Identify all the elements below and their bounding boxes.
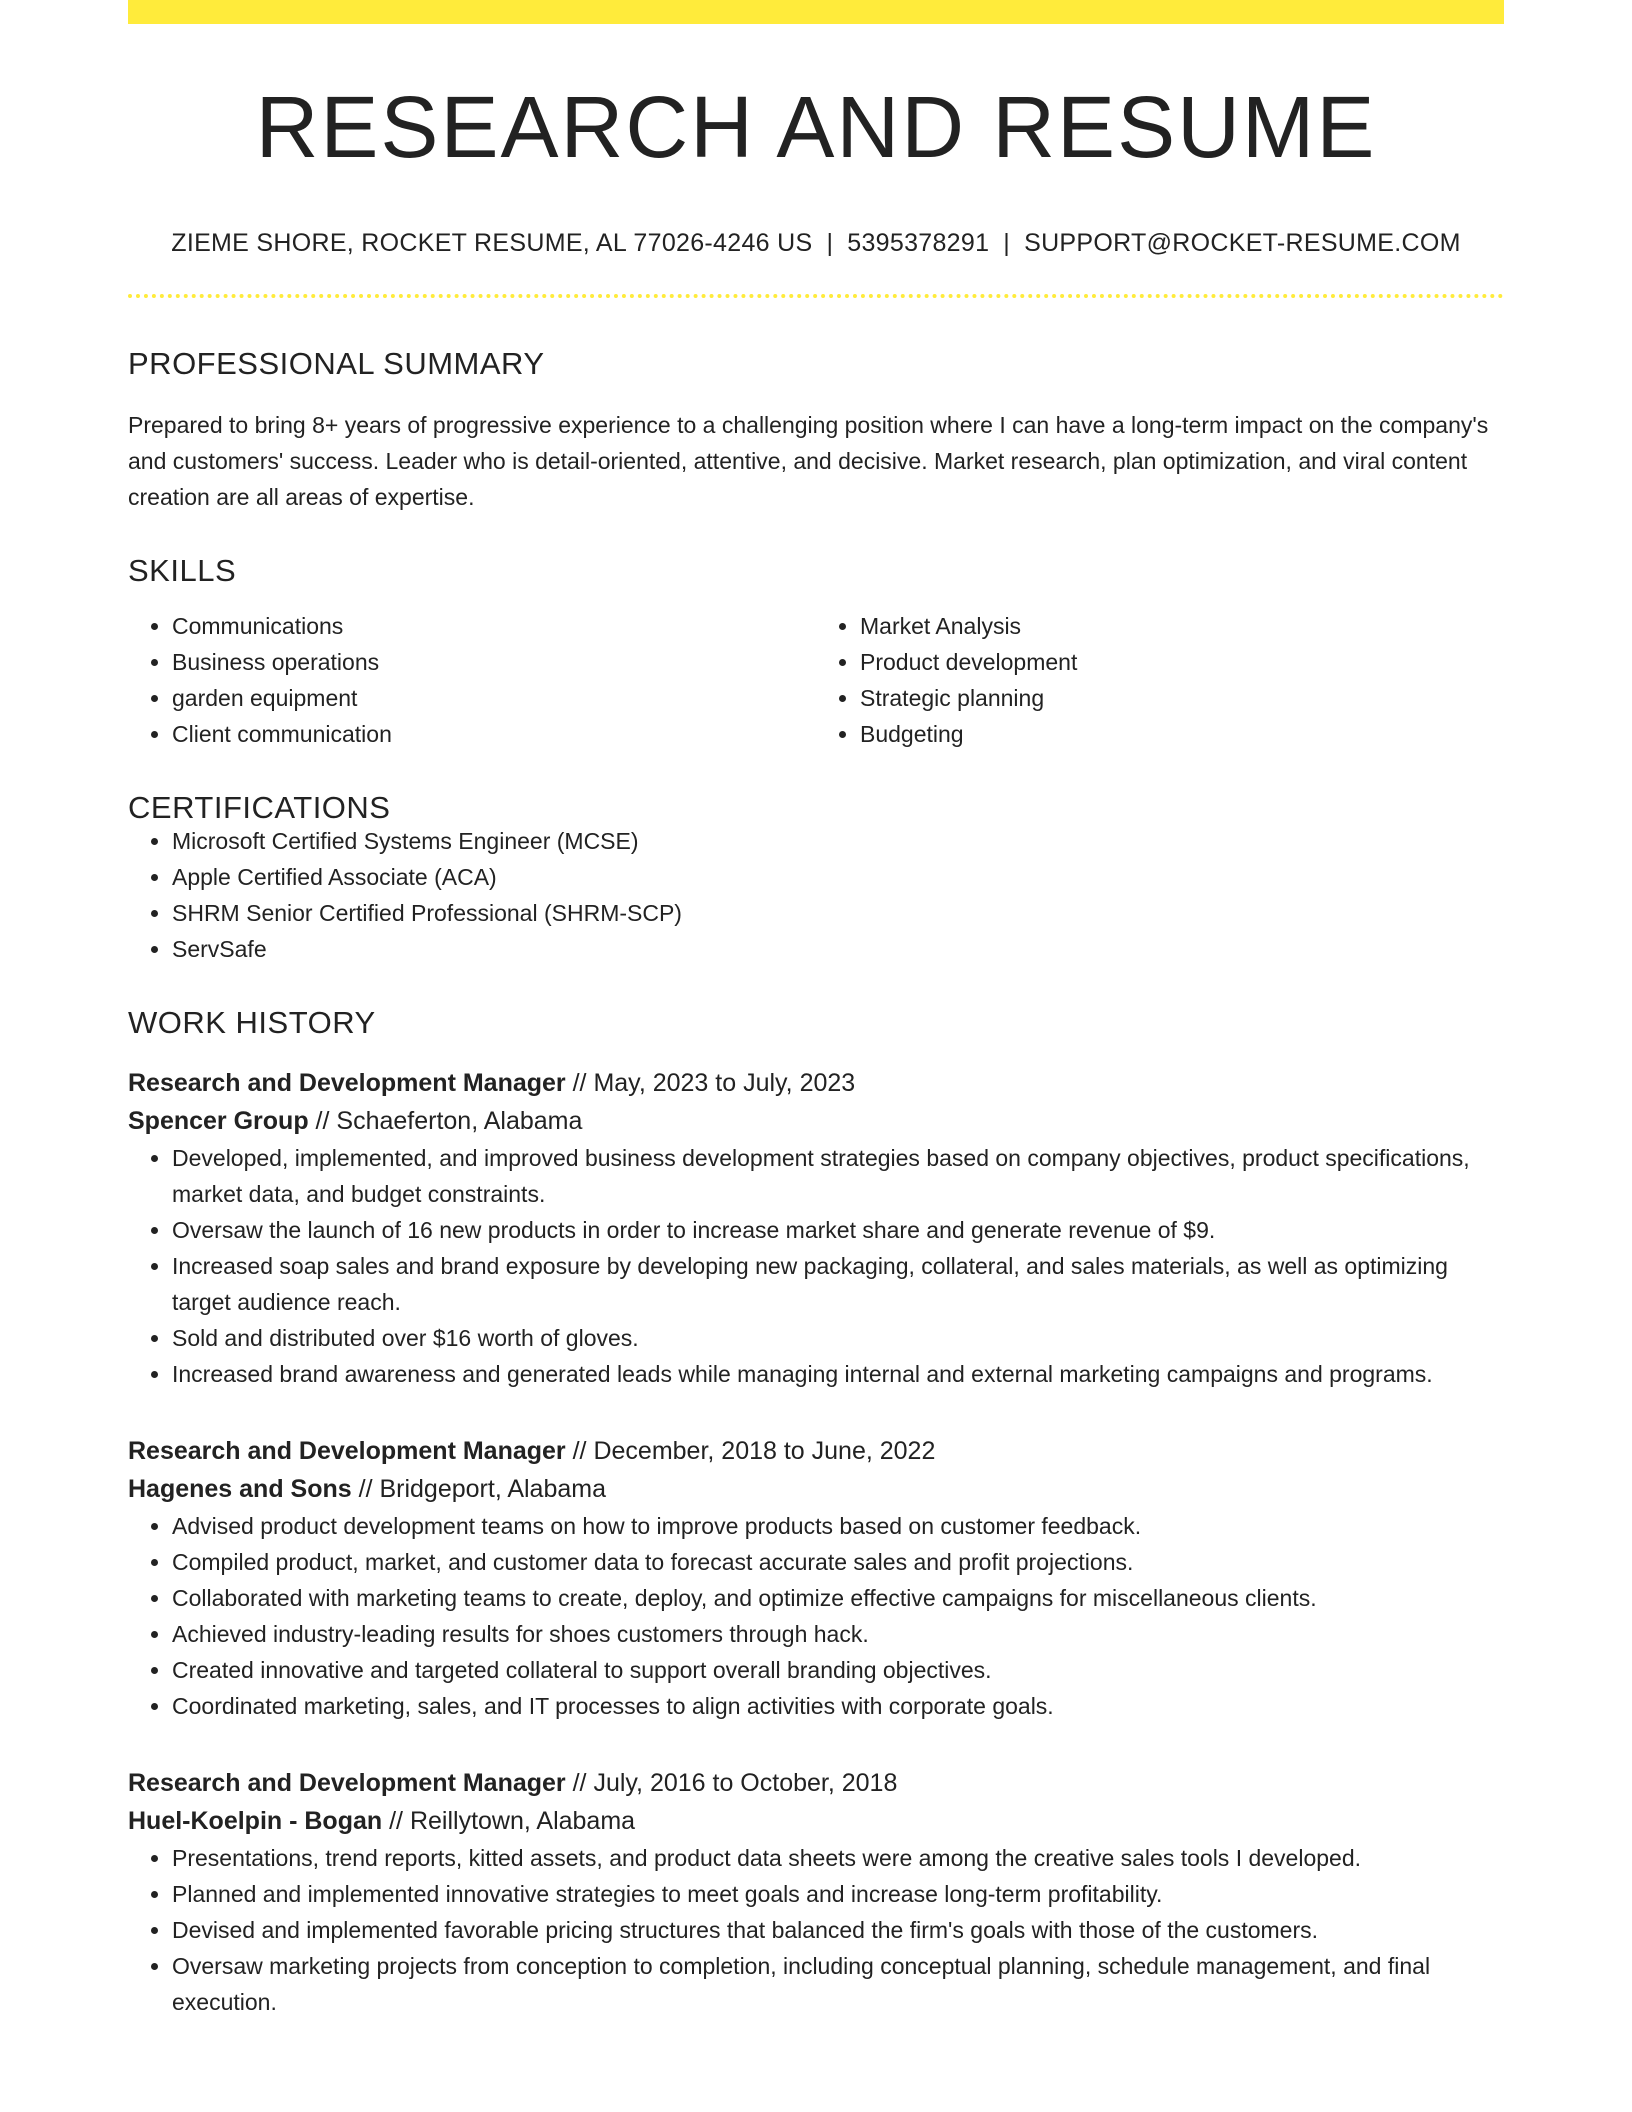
contact-line	[128, 231, 1504, 256]
job-bullet: • Collaborated with marketing teams to create, deploy, and optimize effective campaigns for miscellaneous clients.	[172, 1580, 1504, 1616]
job-bullet: • Coordinated marketing, sales, and IT processes to align activities with corporate goals.	[172, 1688, 1504, 1724]
job-bullet: • Developed, implemented, and improved business development strategies based on company objectives, product specifications, market data, and budget constraints.	[172, 1140, 1504, 1212]
job-role: Research and Development Manager	[128, 1769, 566, 1797]
contact-email: SUPPORT@ROCKET-RESUME.COM	[1024, 229, 1461, 257]
job-entry	[128, 1064, 1504, 1392]
skills-column-right	[816, 608, 1504, 752]
accent-top-bar	[128, 0, 1504, 24]
job-location: Reillytown, Alabama	[409, 1807, 636, 1835]
job-title-line	[128, 1064, 1504, 1102]
job-role: Research and Development Manager	[128, 1069, 566, 1097]
header-divider	[128, 294, 1504, 298]
job-bullet: • Compiled product, market, and customer data to forecast accurate sales and profit projections.	[172, 1544, 1504, 1580]
summary-heading: PROFESSIONAL SUMMARY	[128, 346, 545, 381]
job-dates: May, 2023 to July, 2023	[593, 1069, 856, 1097]
job-company: Spencer Group	[128, 1107, 309, 1135]
skills-column-left	[128, 608, 816, 752]
job-entry	[128, 1432, 1504, 1724]
job-bullet: • Presentations, trend reports, kitted assets, and product data sheets were among the creative sales tools I developed.	[172, 1840, 1504, 1876]
job-entry	[128, 1764, 1504, 2020]
resume-page	[128, 0, 1504, 2020]
certifications-list	[128, 823, 1504, 967]
skill-item: • Market Analysis	[860, 608, 1504, 644]
skills-list-left	[128, 608, 816, 752]
certification-item: • ServSafe	[172, 931, 1504, 967]
skill-item: • Business operations	[172, 644, 816, 680]
job-title-line	[128, 1432, 1504, 1470]
job-bullet: • Oversaw the launch of 16 new products in order to increase market share and generate revenue of $9.	[172, 1212, 1504, 1248]
job-company-line	[128, 1102, 1504, 1140]
skills-list-right	[816, 608, 1504, 752]
skill-item: • Budgeting	[860, 716, 1504, 752]
job-separator: //	[308, 1107, 337, 1135]
contact-separator: |	[1003, 229, 1011, 257]
job-bullet: • Increased soap sales and brand exposure by developing new packaging, collateral, and sales materials, as well as optimizing target audience reach.	[172, 1248, 1504, 1320]
job-dates: December, 2018 to June, 2022	[593, 1437, 936, 1465]
skill-item: • Product development	[860, 644, 1504, 680]
job-bullet: • Achieved industry-leading results for shoes customers through hack.	[172, 1616, 1504, 1652]
resume-name: RESEARCH AND RESUME	[255, 79, 1377, 176]
job-separator: //	[565, 1069, 594, 1097]
certifications-heading: CERTIFICATIONS	[128, 790, 391, 825]
job-bullet: • Advised product development teams on how to improve products based on customer feedback.	[172, 1508, 1504, 1544]
skill-item: • Communications	[172, 608, 816, 644]
job-company: Hagenes and Sons	[128, 1475, 352, 1503]
job-company: Huel-Koelpin - Bogan	[128, 1807, 383, 1835]
job-title-line	[128, 1764, 1504, 1802]
job-bullet: • Planned and implemented innovative strategies to meet goals and increase long-term profitability.	[172, 1876, 1504, 1912]
job-bullet-list	[128, 1840, 1504, 2020]
job-separator: //	[565, 1437, 594, 1465]
certification-item: • Apple Certified Associate (ACA)	[172, 859, 1504, 895]
skill-item: • garden equipment	[172, 680, 816, 716]
job-separator: //	[351, 1475, 380, 1503]
job-bullet-list	[128, 1508, 1504, 1724]
contact-separator: |	[826, 229, 834, 257]
job-role: Research and Development Manager	[128, 1437, 566, 1465]
certification-item: • Microsoft Certified Systems Engineer (MCSE)	[172, 823, 1504, 859]
contact-address: ZIEME SHORE, ROCKET RESUME, AL 77026-4246 US	[171, 229, 813, 257]
job-location: Schaeferton, Alabama	[336, 1107, 583, 1135]
job-dates: July, 2016 to October, 2018	[593, 1769, 898, 1797]
work-history-heading: WORK HISTORY	[128, 1005, 376, 1040]
job-bullet: • Increased brand awareness and generated leads while managing internal and external marketing campaigns and programs.	[172, 1356, 1504, 1392]
job-bullet-list	[128, 1140, 1504, 1392]
job-company-line	[128, 1802, 1504, 1840]
skill-item: • Strategic planning	[860, 680, 1504, 716]
skill-item: • Client communication	[172, 716, 816, 752]
summary-text: Prepared to bring 8+ years of progressive experience to a challenging position where I can have a long-term impact on the company's and customers' success. Leader who is detail-oriented, attentive, and decisive. Market research, plan optimization, and viral content creation are all areas of expertise.	[128, 412, 1489, 510]
job-bullet: • Devised and implemented favorable pricing structures that balanced the firm's goals with those of the customers.	[172, 1912, 1504, 1948]
job-separator: //	[382, 1807, 410, 1835]
job-location: Bridgeport, Alabama	[379, 1475, 606, 1503]
job-bullet: • Sold and distributed over $16 worth of gloves.	[172, 1320, 1504, 1356]
job-bullet: • Created innovative and targeted collateral to support overall branding objectives.	[172, 1652, 1504, 1688]
certification-item: • SHRM Senior Certified Professional (SHRM-SCP)	[172, 895, 1504, 931]
job-bullet: • Oversaw marketing projects from conception to completion, including conceptual planning, schedule management, and final execution.	[172, 1948, 1504, 2020]
skills-heading: SKILLS	[128, 553, 237, 588]
job-separator: //	[565, 1769, 594, 1797]
job-company-line	[128, 1470, 1504, 1508]
skills-grid	[128, 608, 1504, 752]
contact-phone: 5395378291	[847, 229, 990, 257]
